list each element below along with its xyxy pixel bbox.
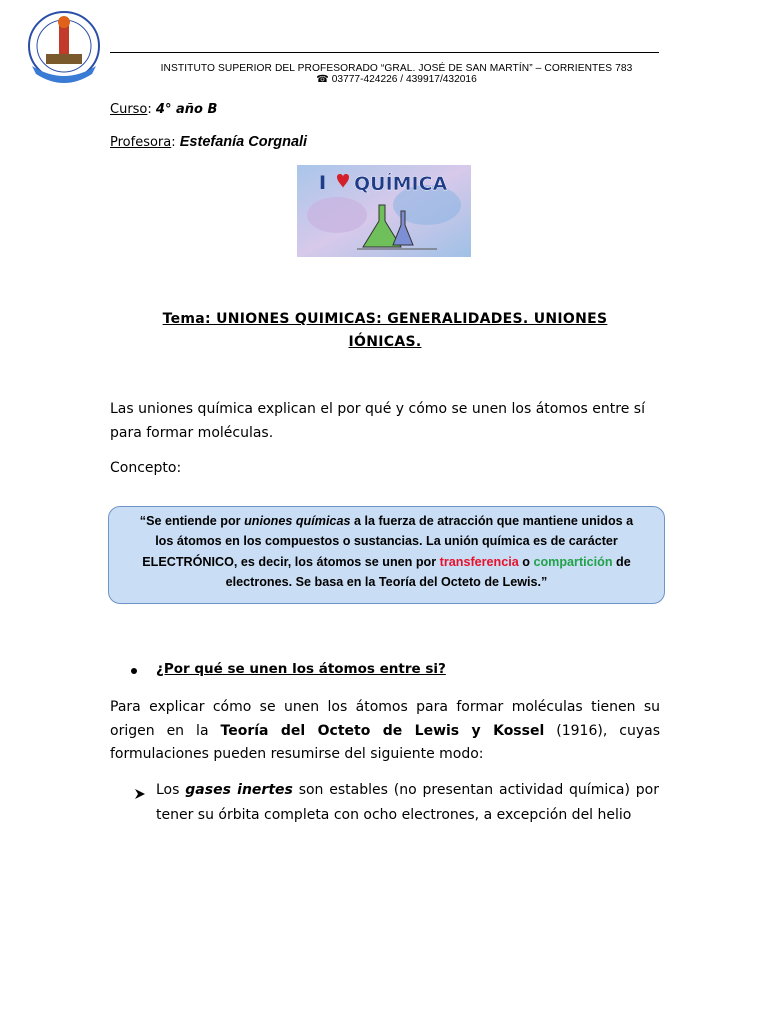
header-rule xyxy=(110,52,659,53)
course-value: 4° año B xyxy=(155,102,218,117)
question-heading: ¿Por qué se unen los átomos entre si? xyxy=(156,661,446,677)
concept-emphasis: uniones químicas xyxy=(244,514,351,528)
concept-definition xyxy=(118,511,655,592)
teacher-line: Profesora: Estefanía Corgnali xyxy=(110,134,308,150)
concept-line1: “Se entiende por uniones químicas a la fuerza de atracción que mantiene unidos a xyxy=(139,514,634,528)
gases-inertes-term: gases inertes xyxy=(185,782,293,798)
course-line: Curso: 4° año B xyxy=(110,102,218,117)
intro-line2: para formar moléculas. xyxy=(110,424,274,441)
topic-title xyxy=(140,308,630,354)
quimica-banner-image xyxy=(297,165,471,257)
concept-line3: ELECTRÓNICO, es decir, los átomos se unen por transferencia o compartición de xyxy=(142,554,631,569)
intro-line1: Las uniones química explican el por qué y cómo se unen los átomos entre sí xyxy=(110,401,645,417)
arrow-bullet-icon xyxy=(134,785,146,797)
intro-paragraph xyxy=(110,398,660,445)
bullet-icon xyxy=(131,668,137,674)
institution-phone: ☎ 03777-424226 / 439917/432016 xyxy=(316,74,477,85)
comparticion-highlight: compartición xyxy=(533,554,613,569)
lewis-kossel-theory: Teoría del Octeto de Lewis y Kossel xyxy=(220,722,545,739)
teacher-label: Profesora xyxy=(110,135,172,150)
gases-inertes-item: Los gases inertes son estables (no presentan actividad química) por tener su órbita completa con ocho electrones, a excepción del helio xyxy=(156,782,660,823)
concept-line4: electrones. Se basa en la Teoría del Octeto de Lewis.” xyxy=(225,574,548,589)
svg-text:QUÍMICA: QUÍMICA xyxy=(354,173,448,195)
explanation-paragraph: Para explicar cómo se unen los átomos para formar moléculas tienen su origen en la Teoría del Octeto de Lewis y Kossel (1916), cuyas formulaciones pueden resumirse del siguiente modo: xyxy=(110,699,660,762)
institute-logo xyxy=(26,8,102,86)
course-label: Curso xyxy=(110,102,148,117)
svg-text:I: I xyxy=(319,172,327,194)
topic-title-line1: Tema: UNIONES QUIMICAS: GENERALIDADES. UNIONES xyxy=(162,311,608,327)
topic-title-line2: IÓNICAS. xyxy=(348,334,422,350)
teacher-value: Estefanía Corgnali xyxy=(179,134,308,150)
transferencia-highlight: transferencia xyxy=(439,554,519,569)
institution-name: INSTITUTO SUPERIOR DEL PROFESORADO “GRAL. JOSÉ DE SAN MARTÍN” – CORRIENTES 783 xyxy=(160,63,633,74)
concept-label: Concepto: xyxy=(110,460,182,476)
concept-line2: los átomos en los compuestos o sustancias. La unión química es de carácter xyxy=(155,534,618,549)
